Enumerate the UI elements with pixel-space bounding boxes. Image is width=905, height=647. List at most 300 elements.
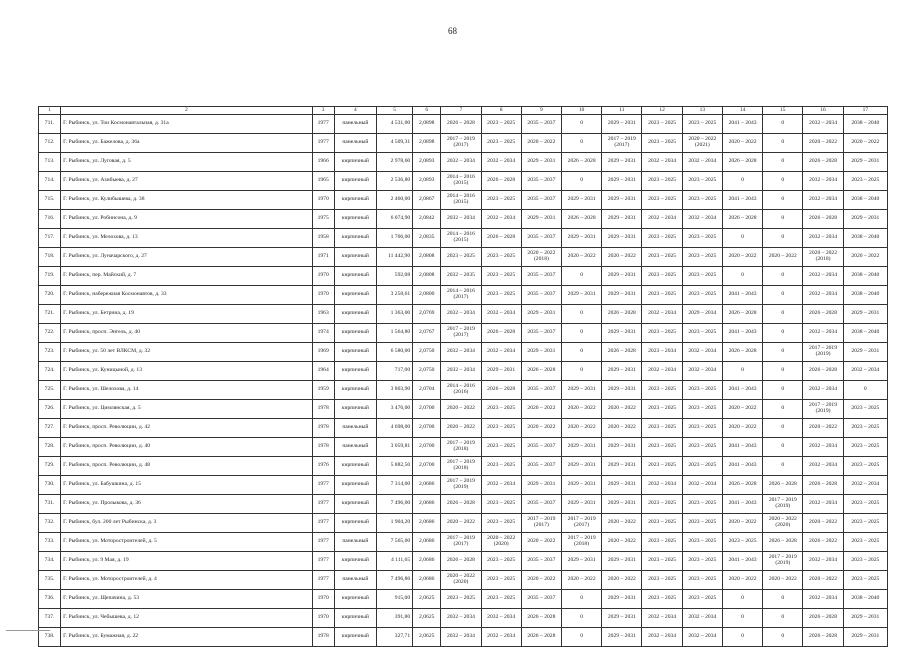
table-cell: 2017 – 2019 (2017) [441,134,481,153]
table-cell: 2017 – 2019 (2017) [521,514,561,533]
table-cell: 1977 [312,514,334,533]
table-cell: 2029 – 2031 [521,305,561,324]
table-cell: 2032 – 2034 [441,153,481,172]
table-cell: 327,71 [376,628,412,647]
address-cell: Г. Рыбинск, ул. Робинсона, д. 9 [61,210,312,229]
table-cell: 2026 – 2028 [722,305,762,324]
address-cell: Г. Рыбинск, ул. Пролыкова, д. 36 [61,495,312,514]
table-cell: 2029 – 2031 [602,153,642,172]
table-cell: 3 059,81 [376,438,412,457]
table-cell: 2,0686 [413,514,441,533]
table-cell: 0 [763,324,803,343]
table-cell: 2041 – 2043 [722,552,762,571]
page-number: 68 [448,26,457,36]
table-cell: 2023 – 2025 [642,590,682,609]
address-cell: Г. Рыбинск, ул. 50 лет ВЛКСМ, д. 32 [61,343,312,362]
table-cell: 2029 – 2031 [602,362,642,381]
table-cell: 2,0625 [413,609,441,628]
table-cell: 2032 – 2034 [803,229,843,248]
table-cell: 2041 – 2043 [722,286,762,305]
table-cell: 0 [562,343,602,362]
table-row [39,210,888,229]
table-row [39,191,888,210]
table-cell: 2032 – 2034 [642,628,682,647]
table-cell: 4 698,00 [376,419,412,438]
table-cell: 2035 – 2037 [521,552,561,571]
table-cell: 2035 – 2037 [521,590,561,609]
table-cell: 1971 [312,248,334,267]
table-cell: 2032 – 2034 [441,362,481,381]
table-cell: 2026 – 2028 [803,476,843,495]
table-cell: 2023 – 2025 [481,571,521,590]
table-row [39,438,888,457]
table-cell: 2035 – 2037 [521,324,561,343]
table-cell: 2020 – 2022 [521,571,561,590]
table-cell: 2026 – 2028 [441,495,481,514]
table-cell: 2023 – 2025 [682,191,722,210]
table-cell: 1970 [312,286,334,305]
table-cell: 1 564,80 [376,324,412,343]
table-cell: 2026 – 2028 [722,210,762,229]
table-cell: 2032 – 2034 [803,115,843,134]
table-row [39,305,888,324]
table-cell: 2026 – 2028 [481,229,521,248]
table-cell: 1 363,00 [376,305,412,324]
table-row [39,286,888,305]
table-cell: 2023 – 2025 [481,267,521,286]
table-cell: 2020 – 2022 [441,400,481,419]
table-cell: 2020 – 2022 [722,514,762,533]
row-number-cell: 723. [39,343,61,362]
table-row [39,324,888,343]
table-cell: 2023 – 2025 [682,495,722,514]
table-cell: 2020 – 2022 [722,571,762,590]
table-cell: 2026 – 2028 [521,628,561,647]
table-cell: 2014 – 2016 (2017) [441,286,481,305]
table-cell: 2041 – 2043 [722,115,762,134]
row-number-cell: 718. [39,248,61,267]
table-row [39,362,888,381]
table-cell: 2029 – 2031 [602,267,642,286]
row-number-cell: 731. [39,495,61,514]
table-cell: 0 [763,438,803,457]
table-cell: 2029 – 2031 [521,343,561,362]
table-cell: 0 [763,400,803,419]
address-cell: Г. Рыбинск, просп. Революции, д. 42 [61,419,312,438]
table-cell: кирпичный [334,324,376,343]
table-cell: 2023 – 2025 [642,457,682,476]
table-cell: 0 [763,172,803,191]
table-cell: 2029 – 2031 [602,286,642,305]
table-cell: 6 580,00 [376,343,412,362]
table-cell: кирпичный [334,210,376,229]
table-cell: 0 [562,305,602,324]
table-cell: 915,00 [376,590,412,609]
table-cell: 2023 – 2025 [481,457,521,476]
table-row [39,153,888,172]
table-cell: 2020 – 2022 [843,134,887,153]
table-cell: 2035 – 2037 [521,495,561,514]
table-cell: 3 803,90 [376,381,412,400]
row-number-cell: 712. [39,134,61,153]
table-cell: 2041 – 2043 [722,495,762,514]
table-cell: 2029 – 2031 [562,191,602,210]
table-cell: 0 [843,381,887,400]
table-cell: 1977 [312,552,334,571]
table-cell: 2023 – 2025 [642,381,682,400]
table-cell: 2,0842 [413,210,441,229]
column-number-10: 10 [562,107,602,115]
table-cell: 2014 – 2016 (2015) [441,172,481,191]
table-cell: 2023 – 2025 [642,172,682,191]
table-cell: 2026 – 2028 [803,628,843,647]
address-cell: Г. Рыбинск, бул. 200 лет Рыбинска, д. 3 [61,514,312,533]
table-cell: 2035 – 2037 [521,381,561,400]
table-cell: панельный [334,134,376,153]
table-cell: 2,0686 [413,495,441,514]
table-cell: 2017 – 2019 (2017) [562,514,602,533]
table-cell: 2,0750 [413,343,441,362]
table-cell: 2020 – 2022 (2020) [481,533,521,552]
table-cell: 2026 – 2028 [763,476,803,495]
table-cell: кирпичный [334,628,376,647]
table-cell: 2029 – 2031 [602,324,642,343]
table-cell: 2026 – 2028 [763,533,803,552]
table-cell: 2023 – 2025 [843,571,887,590]
table-cell: 0 [722,362,762,381]
table-cell: 2020 – 2022 [763,248,803,267]
table-cell: 2023 – 2025 [682,419,722,438]
table-cell: 717,00 [376,362,412,381]
table-cell: кирпичный [334,400,376,419]
table-cell: 2020 – 2022 [803,134,843,153]
table-cell: 2029 – 2034 [682,305,722,324]
table-cell: 2,0700 [413,400,441,419]
table-cell: 2023 – 2025 [481,286,521,305]
table-cell: 0 [562,609,602,628]
table-cell: 2023 – 2025 [722,533,762,552]
table-cell: кирпичный [334,362,376,381]
address-cell: Г. Рыбинск, ул. Мелохова, д. 13 [61,229,312,248]
table-cell: 2032 – 2034 [682,210,722,229]
table-cell: 2026 – 2028 [562,210,602,229]
row-number-cell: 729. [39,457,61,476]
address-cell: Г. Рыбинск, просп. Революции, д. 40 [61,438,312,457]
table-cell: 2026 – 2028 [803,609,843,628]
table-row [39,609,888,628]
address-cell: Г. Рыбинск, набережная Космонавтов, д. 33 [61,286,312,305]
table-cell: 2032 – 2034 [481,343,521,362]
row-number-cell: 733. [39,533,61,552]
table-cell: 2032 – 2034 [481,609,521,628]
table-row [39,533,888,552]
table-cell: 2038 – 2040 [843,191,887,210]
table-cell: 2,0835 [413,229,441,248]
table-row [39,419,888,438]
table-cell: 2023 – 2025 [682,172,722,191]
table-cell: 2032 – 2034 [481,476,521,495]
table-cell: 2032 – 2035 [441,267,481,286]
table-cell: 3 476,00 [376,400,412,419]
table-cell: 0 [763,362,803,381]
table-cell: 4 111,65 [376,552,412,571]
table-cell: 2020 – 2022 (2020) [763,514,803,533]
table-cell: 2026 – 2028 [521,609,561,628]
table-cell: 2020 – 2022 [843,248,887,267]
table-cell: 2,0704 [413,381,441,400]
table-cell: 4 531,00 [376,115,412,134]
table-row [39,381,888,400]
table-cell: 2,0867 [413,191,441,210]
table-cell: 2020 – 2022 (2021) [682,134,722,153]
table-cell: 2017 – 2019 (2019) [441,476,481,495]
table-cell: кирпичный [334,590,376,609]
table-row [39,400,888,419]
table-cell: 2023 – 2025 [682,514,722,533]
table-cell: 1970 [312,590,334,609]
table-cell: 2032 – 2034 [803,172,843,191]
table-cell: 2017 – 2019 (2018) [562,533,602,552]
table-cell: кирпичный [334,305,376,324]
table-cell: 2020 – 2022 [722,419,762,438]
table-cell: 1978 [312,438,334,457]
table-cell: 2020 – 2022 [763,571,803,590]
table-cell: 1963 [312,305,334,324]
table-cell: 2029 – 2031 [843,305,887,324]
table-cell: 2023 – 2025 [682,552,722,571]
table-cell: 2023 – 2025 [843,438,887,457]
table-cell: 2023 – 2025 [642,495,682,514]
table-row [39,495,888,514]
table-cell: 2032 – 2034 [803,438,843,457]
table-cell: 2020 – 2022 [803,419,843,438]
table-cell: 2029 – 2031 [602,191,642,210]
table-cell: 592,08 [376,267,412,286]
table-cell: 2023 – 2025 [682,438,722,457]
table-cell: 2029 – 2031 [602,457,642,476]
table-cell: 2026 – 2028 [722,476,762,495]
address-cell: Г. Рыбинск, ул. Луговая, д. 5 [61,153,312,172]
table-cell: 2,0686 [413,552,441,571]
table-cell: 2017 – 2019 (2017) [441,533,481,552]
table-cell: 2023 – 2025 [682,286,722,305]
table-cell: 2,0686 [413,476,441,495]
table-cell: 2029 – 2031 [843,628,887,647]
table-cell: 0 [763,191,803,210]
table-cell: 2023 – 2025 [843,419,887,438]
table-row [39,628,888,647]
table-cell: 2023 – 2025 [441,248,481,267]
table-cell: 2032 – 2034 [682,153,722,172]
table-cell: 0 [722,267,762,286]
row-number-cell: 725. [39,381,61,400]
table-cell: 2041 – 2043 [722,324,762,343]
column-number-16: 16 [803,107,843,115]
table-cell: 2023 – 2025 [481,590,521,609]
table-cell: 2029 – 2031 [562,229,602,248]
row-number-cell: 736. [39,590,61,609]
table-cell: 2032 – 2034 [803,324,843,343]
table-cell: 0 [562,134,602,153]
column-number-9: 9 [521,107,561,115]
table-cell: 2029 – 2031 [562,438,602,457]
table-cell: 2026 – 2028 [803,210,843,229]
table-cell: 2026 – 2028 [481,172,521,191]
table-cell: 1970 [312,267,334,286]
table-cell: 2026 – 2028 [562,153,602,172]
table-cell: 2,0808 [413,267,441,286]
address-cell: Г. Рыбинск, ул. Бетрина, д. 19 [61,305,312,324]
table-cell: 0 [722,229,762,248]
table-cell: панельный [334,419,376,438]
table-cell: 6 074,90 [376,210,412,229]
table-cell: 2,0898 [413,115,441,134]
table-row [39,134,888,153]
table-cell: 2026 – 2028 [602,343,642,362]
table-cell: 2020 – 2022 [722,248,762,267]
row-number-cell: 726. [39,400,61,419]
address-cell: Г. Рыбинск, ул. Луначарского, д. 27 [61,248,312,267]
table-cell: 2014 – 2016 (2016) [441,381,481,400]
table-cell: 0 [763,628,803,647]
table-cell: 2020 – 2022 [803,514,843,533]
table-cell: 2020 – 2022 [562,419,602,438]
table-cell: 2032 – 2034 [441,210,481,229]
table-cell: панельный [334,115,376,134]
table-cell: 2023 – 2025 [682,400,722,419]
table-row [39,571,888,590]
table-cell: 1966 [312,153,334,172]
table-cell: 2020 – 2022 (2020) [441,571,481,590]
table-row [39,476,888,495]
table-cell: 2020 – 2022 [602,419,642,438]
table-cell: 2023 – 2025 [481,495,521,514]
table-cell: 2035 – 2037 [521,438,561,457]
table-cell: 2029 – 2031 [843,609,887,628]
table-cell: кирпичный [334,381,376,400]
table-row [39,248,888,267]
table-cell: 2032 – 2034 [481,210,521,229]
table-cell: 2029 – 2031 [843,210,887,229]
table-cell: 0 [562,628,602,647]
table-cell: 0 [562,362,602,381]
table-cell: 0 [722,172,762,191]
table-cell: 2029 – 2031 [602,115,642,134]
row-number-cell: 737. [39,609,61,628]
table-cell: 2023 – 2025 [481,248,521,267]
table-cell: 2032 – 2034 [843,476,887,495]
table-cell: 2032 – 2034 [803,381,843,400]
table-cell: 2032 – 2034 [803,286,843,305]
table-cell: 1978 [312,628,334,647]
table-cell: 0 [763,305,803,324]
row-number-cell: 738. [39,628,61,647]
table-cell: 2029 – 2031 [602,476,642,495]
table-cell: 2032 – 2034 [843,362,887,381]
table-cell: 2023 – 2025 [481,419,521,438]
table-cell: 0 [722,628,762,647]
table-cell: 2014 – 2016 (2015) [441,191,481,210]
table-cell: 2026 – 2028 [481,381,521,400]
address-cell: Г. Рыбинск, ул. Куницыной, д. 13 [61,362,312,381]
table-cell: 2032 – 2034 [441,305,481,324]
table-cell: 2023 – 2025 [441,590,481,609]
table-cell: 2023 – 2025 [682,229,722,248]
column-number-14: 14 [722,107,762,115]
table-cell: 2026 – 2028 [521,362,561,381]
row-number-cell: 720. [39,286,61,305]
table-cell: 0 [763,134,803,153]
table-cell: 2026 – 2028 [803,305,843,324]
table-cell: 2020 – 2022 [602,533,642,552]
table-cell: 391,80 [376,609,412,628]
table-row [39,172,888,191]
table-cell: 2 460,00 [376,191,412,210]
column-number-5: 5 [376,107,412,115]
table-cell: 3 258,61 [376,286,412,305]
table-cell: 2020 – 2022 [562,248,602,267]
row-number-cell: 721. [39,305,61,324]
table-cell: 2023 – 2025 [843,457,887,476]
table-body [39,107,888,647]
address-cell: Г. Рыбинск, просп. Энгель, д. 40 [61,324,312,343]
table-cell: 2,0700 [413,438,441,457]
table-cell: 0 [562,172,602,191]
table-cell: 1977 [312,571,334,590]
table-cell: 2041 – 2043 [722,457,762,476]
table-cell: 2,0767 [413,324,441,343]
table-cell: кирпичный [334,229,376,248]
table-cell: 1969 [312,343,334,362]
table-cell: 2,0686 [413,533,441,552]
table-cell: 2032 – 2034 [682,609,722,628]
table-cell: 2020 – 2022 [602,400,642,419]
table-cell: 2023 – 2025 [642,324,682,343]
column-number-1: 1 [39,107,61,115]
table-cell: 2029 – 2031 [521,153,561,172]
table-cell: 0 [562,324,602,343]
table-cell: 2038 – 2040 [843,590,887,609]
table-cell: 1977 [312,476,334,495]
table-cell: 2,0750 [413,362,441,381]
table-cell: кирпичный [334,476,376,495]
table-cell: 2038 – 2040 [843,286,887,305]
table-cell: 2026 – 2028 [803,362,843,381]
table-cell: кирпичный [334,343,376,362]
table-cell: 2,0625 [413,590,441,609]
address-cell: Г. Рыбинск, пер. Майский, д. 7 [61,267,312,286]
table-cell: 2023 – 2025 [642,533,682,552]
table-cell: 2023 – 2025 [642,552,682,571]
table-cell: 2029 – 2031 [562,457,602,476]
table-cell: 2032 – 2034 [803,495,843,514]
table-cell: 1965 [312,172,334,191]
table-cell: 2029 – 2031 [521,476,561,495]
table-cell: 2032 – 2034 [803,267,843,286]
column-number-4: 4 [334,107,376,115]
table-cell: 2017 – 2019 (2019) [763,552,803,571]
table-cell: 2,0893 [413,153,441,172]
table-cell: 2023 – 2025 [642,419,682,438]
table-cell: 2 978,60 [376,153,412,172]
table-cell: 2038 – 2040 [843,324,887,343]
table-cell: 2023 – 2025 [642,438,682,457]
table-cell: 1977 [312,495,334,514]
table-cell: кирпичный [334,552,376,571]
table-cell: 0 [763,381,803,400]
table-cell: 2023 – 2025 [642,267,682,286]
table-cell: 2023 – 2025 [843,400,887,419]
